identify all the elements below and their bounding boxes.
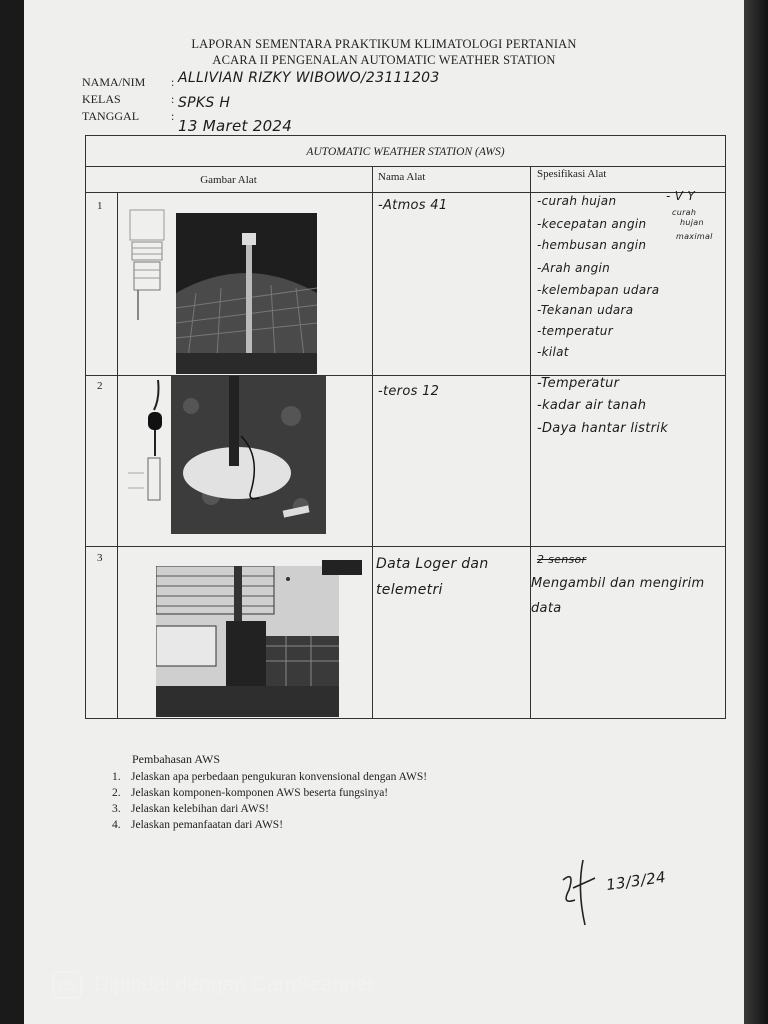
signature-date: 13/3/24: [605, 867, 667, 895]
row-number: 1: [97, 200, 103, 212]
datalogger-photo: [156, 566, 339, 717]
divider: [85, 546, 726, 547]
header-gambar: Gambar Alat: [200, 174, 257, 186]
tanggal-label: TANGGAL: [82, 109, 140, 123]
table-title: AUTOMATIC WEATHER STATION (AWS): [306, 146, 505, 158]
kelas-value: SPKS H: [178, 95, 231, 111]
spec-item: -kelembapan udara: [537, 283, 660, 297]
spec-item: -temperatur: [537, 324, 613, 338]
discussion-title: Pembahasan AWS: [132, 752, 221, 766]
tanggal-value: 13 Maret 2024: [178, 117, 293, 135]
spec-item: -curah hujan: [537, 194, 617, 208]
note-hujan: hujan: [680, 218, 704, 227]
censor-block: [322, 560, 362, 575]
report-subtitle: ACARA II PENGENALAN AUTOMATIC WEATHER STATION: [212, 53, 556, 67]
spec-item: -Daya hantar listrik: [537, 421, 669, 436]
spec-item: -kilat: [537, 345, 569, 359]
spec-item: -Arah angin: [537, 261, 611, 275]
report-title: LAPORAN SEMENTARA PRAKTIKUM KLIMATOLOGI PERTANIAN: [191, 37, 577, 51]
divider: [530, 166, 531, 719]
question-num: 2.: [112, 787, 121, 799]
spec-item: -hembusan angin: [537, 238, 647, 252]
teros12-sketch: [124, 378, 172, 506]
row3-nama-line2: telemetri: [376, 582, 443, 598]
spec-item: -Temperatur: [537, 376, 620, 391]
page-edge-shadow: [744, 0, 768, 1024]
divider: [372, 166, 373, 719]
question-text: Jelaskan apa perbedaan pengukuran konvensional dengan AWS!: [131, 771, 428, 783]
question-text: Jelaskan kelebihan dari AWS!: [131, 803, 269, 815]
question-num: 4.: [112, 819, 121, 831]
divider: [85, 192, 726, 193]
camscanner-icon: CS: [52, 971, 82, 999]
row3-spec-line1: Mengambil dan mengirim: [531, 576, 705, 591]
dot: [286, 577, 290, 581]
colon: :: [171, 92, 175, 106]
row3-strike: 2 sensor: [537, 553, 587, 566]
row3-nama-line1: Data Loger dan: [376, 556, 489, 572]
header-spesifikasi: Spesifikasi Alat: [537, 168, 607, 180]
signature-mark: [555, 850, 605, 930]
row3-spec-line2: data: [531, 601, 562, 616]
row1-nama: -Atmos 41: [378, 198, 448, 213]
question-num: 3.: [112, 803, 121, 815]
camscanner-text: Dipindai dengan CamScanner: [94, 973, 375, 996]
note-vy: - V Y: [666, 189, 695, 203]
question-text: Jelaskan komponen-komponen AWS beserta fungsinya!: [131, 787, 389, 799]
spec-item: -kadar air tanah: [537, 398, 647, 413]
question-num: 1.: [112, 771, 121, 783]
question-text: Jelaskan pemanfaatan dari AWS!: [131, 819, 284, 831]
colon: :: [171, 109, 175, 123]
note-curah: curah: [672, 208, 697, 217]
spec-item: -Tekanan udara: [537, 303, 634, 317]
note-maximal: maximal: [676, 232, 713, 241]
camscanner-watermark: [52, 971, 374, 999]
spec-item: -kecepatan angin: [537, 217, 647, 231]
row2-nama: -teros 12: [378, 384, 440, 399]
kelas-label: KELAS: [82, 92, 121, 106]
teros12-photo: [171, 376, 326, 534]
header-nama: Nama Alat: [378, 171, 426, 183]
atmos41-sketch: [124, 208, 172, 324]
divider: [117, 192, 118, 719]
colon: :: [171, 75, 175, 89]
nama-label: NAMA/NIM: [82, 75, 146, 89]
nama-value: ALLIVIAN RIZKY WIBOWO/23111203: [178, 70, 440, 86]
divider: [85, 166, 726, 167]
row-number: 3: [97, 552, 103, 564]
atmos41-photo: [176, 213, 317, 374]
row-number: 2: [97, 380, 103, 392]
